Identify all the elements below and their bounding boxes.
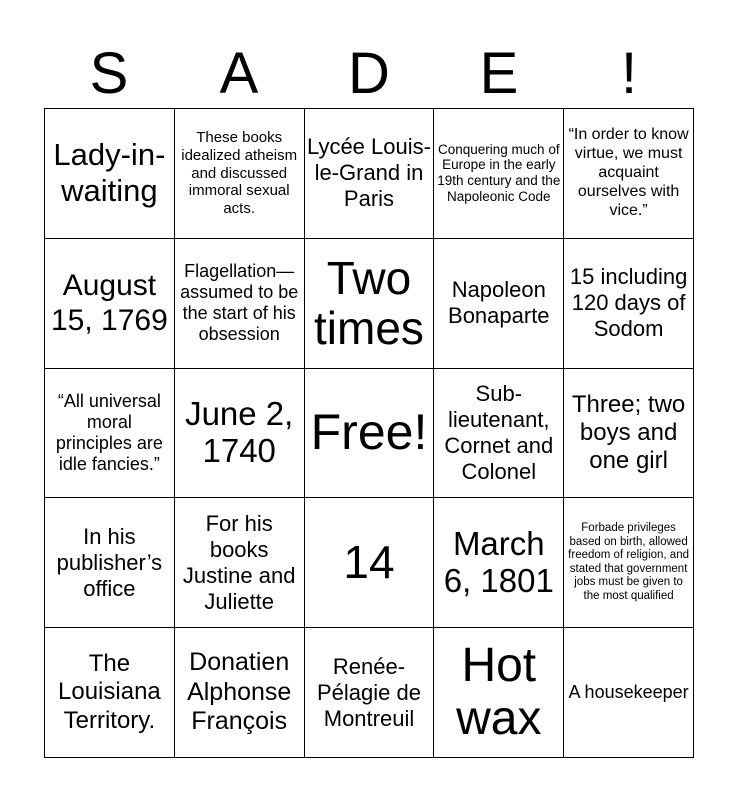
cell-text: 15 including 120 days of Sodom [569, 264, 688, 342]
cell-text: Donatien Alphonse François [187, 648, 292, 736]
bingo-cell [45, 498, 175, 628]
bingo-cell [434, 498, 564, 628]
bingo-cell [564, 239, 694, 369]
cell-text: Renée-Pélagie de Montreuil [317, 653, 421, 731]
bingo-cell [305, 239, 435, 369]
bingo-cell [564, 109, 694, 239]
header-letter-d: D [348, 41, 390, 106]
cell-text: Lycée Louis-le-Grand in Paris [307, 134, 431, 212]
bingo-cell [45, 628, 175, 758]
bingo-cell [305, 109, 435, 239]
cell-text: Two times [314, 251, 424, 355]
bingo-cell [175, 239, 305, 369]
cell-text: For his books Justine and Juliette [182, 510, 296, 614]
cell-text: August 15, 1769 [51, 268, 168, 338]
cell-text: 14 [343, 536, 395, 589]
cell-text: Hot wax [456, 638, 542, 745]
bingo-cell [434, 369, 564, 499]
cell-text: In his publisher’s office [56, 523, 163, 601]
cell-text: Conquering much of Europe in the early 19th century and the Napoleonic Code [437, 141, 561, 205]
header-letter-a: A [219, 41, 259, 106]
bingo-cell [175, 498, 305, 628]
cell-text: March 6, 1801 [443, 524, 554, 599]
bingo-cell [175, 628, 305, 758]
free-space [305, 369, 435, 499]
header-exclamation: ! [620, 41, 638, 106]
cell-text: A housekeeper [568, 681, 689, 702]
cell-text: Flagellation—assumed to be the start of his obsession [180, 260, 299, 345]
bingo-cell [564, 369, 694, 499]
bingo-cell [564, 628, 694, 758]
cell-text: The Louisiana Territory. [58, 650, 161, 734]
free-space-text: Free! [310, 404, 428, 461]
header-letter-s: S [89, 41, 129, 106]
bingo-cell [434, 628, 564, 758]
bingo-cell [434, 109, 564, 239]
cell-text: “In order to know virtue, we must acquaint ourselves with vice.” [568, 126, 689, 219]
bingo-cell [45, 109, 175, 239]
cell-text: Forbade privileges based on birth, allowed freedom of religion, and stated that government jobs must be given to the most qualified [568, 522, 689, 602]
bingo-cell [305, 628, 435, 758]
bingo-cell [564, 498, 694, 628]
bingo-cell [45, 369, 175, 499]
cell-text: “All universal moral principles are idle fancies.” [55, 390, 163, 475]
bingo-cell [434, 239, 564, 369]
cell-text: Sub-lieutenant, Cornet and Colonel [444, 381, 554, 484]
cell-text: Napoleon Bonaparte [448, 277, 550, 329]
bingo-cell [175, 369, 305, 499]
cell-text: Lady-in-waiting [53, 136, 166, 209]
cell-text: Three; two boys and one girl [571, 390, 686, 475]
bingo-cell [45, 239, 175, 369]
bingo-cell [175, 109, 305, 239]
cell-text: June 2, 1740 [185, 395, 294, 469]
bingo-grid [44, 108, 694, 758]
bingo-cell [305, 498, 435, 628]
cell-text: These books idealized atheism and discussed immoral sexual acts. [181, 129, 298, 217]
bingo-header [44, 40, 694, 108]
header-letter-e: E [479, 41, 519, 106]
